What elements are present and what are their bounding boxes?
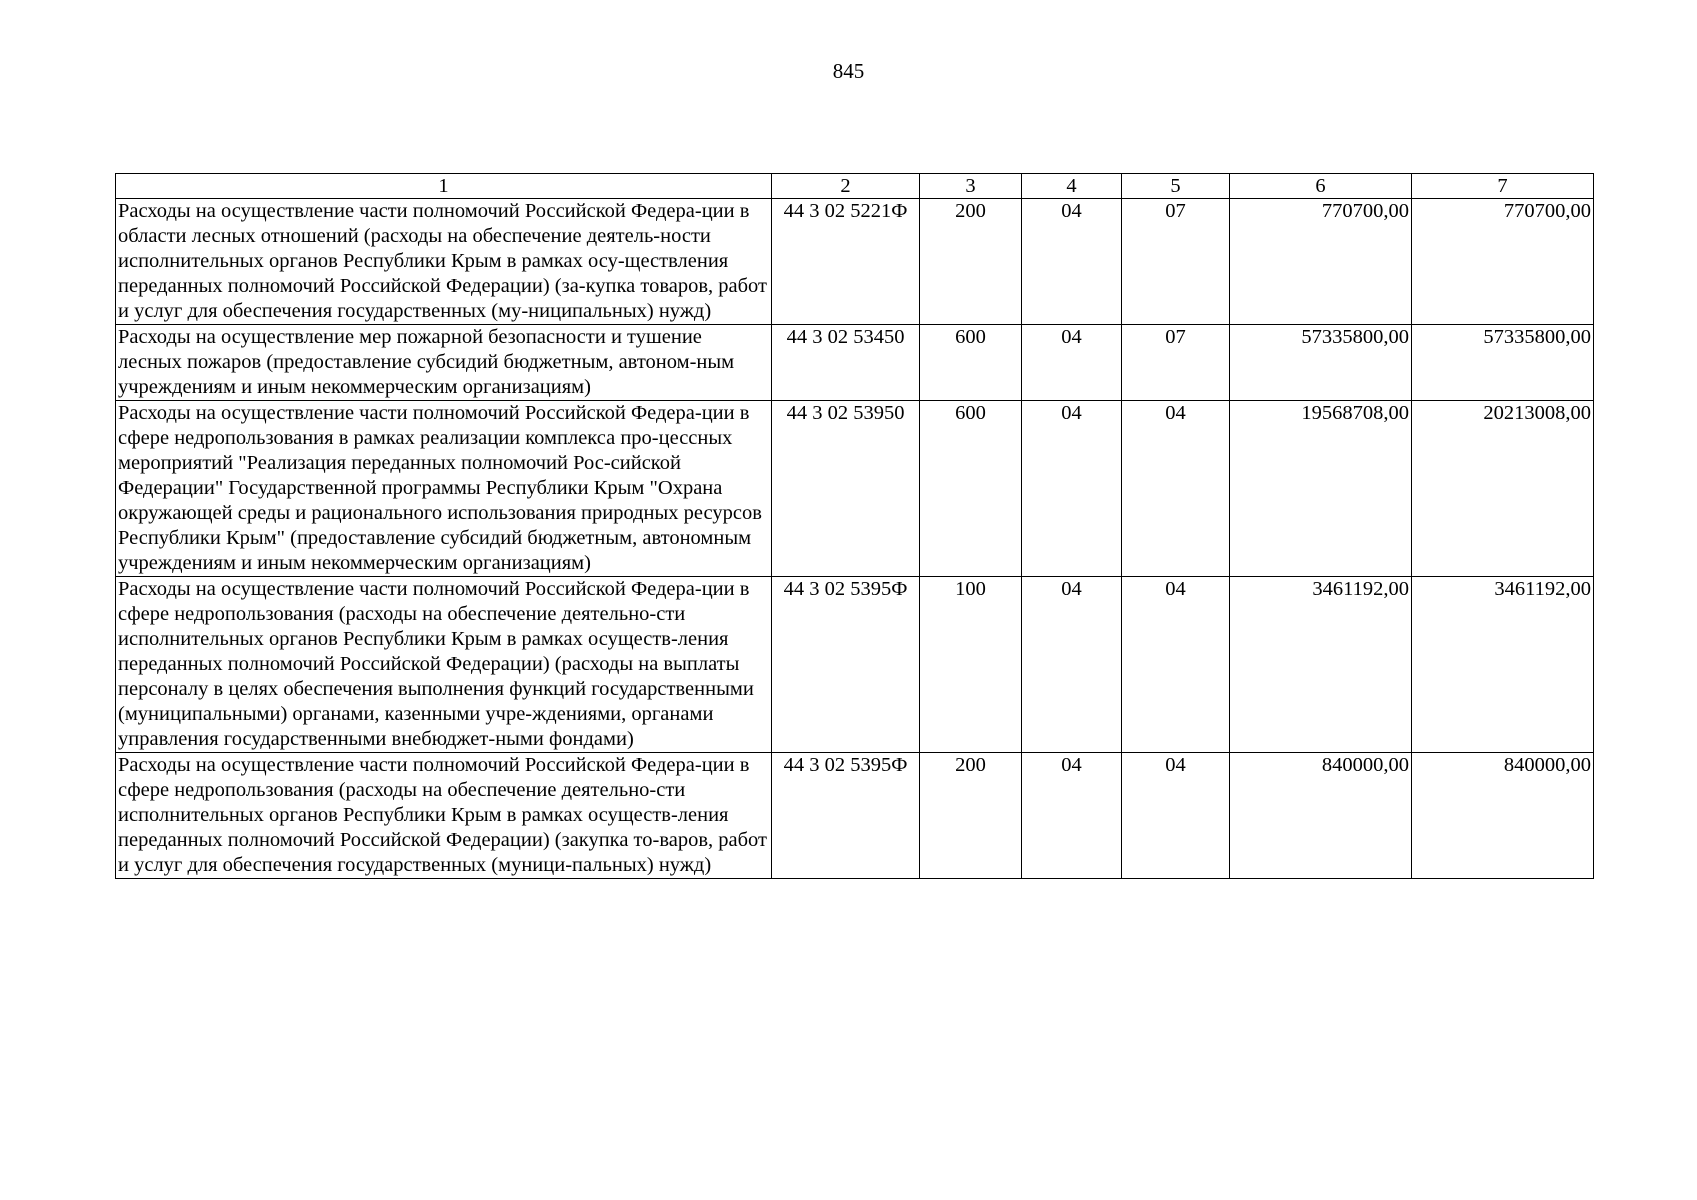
budget-code: 44 3 02 53950 <box>772 401 920 577</box>
header-cell: 6 <box>1230 174 1412 199</box>
header-cell: 5 <box>1122 174 1230 199</box>
header-cell: 7 <box>1412 174 1594 199</box>
subsection-code: 04 <box>1122 577 1230 753</box>
expense-type-code: 200 <box>920 199 1022 325</box>
amount-col7: 57335800,00 <box>1412 325 1594 401</box>
section-code: 04 <box>1022 325 1122 401</box>
table-row <box>116 325 1594 401</box>
header-cell: 4 <box>1022 174 1122 199</box>
page-number: 845 <box>832 59 865 83</box>
budget-code: 44 3 02 53450 <box>772 325 920 401</box>
table-row <box>116 753 1594 879</box>
expense-description: Расходы на осуществление мер пожарной безопасности и тушение лесных пожаров (предоставление субсидий бюджетным, автоном-ным учреждениям и иным некоммерческим организациям) <box>116 325 772 401</box>
subsection-code: 04 <box>1122 401 1230 577</box>
expense-type-code: 200 <box>920 753 1022 879</box>
header-cell: 3 <box>920 174 1022 199</box>
header-cell: 1 <box>116 174 772 199</box>
budget-table <box>115 173 1594 879</box>
amount-col6: 770700,00 <box>1230 199 1412 325</box>
table-row <box>116 199 1594 325</box>
expense-description: Расходы на осуществление части полномочий Российской Федера-ции в сфере недропользования (расходы на обеспечение деятельно-сти исполнительных органов Республики Крым в рамках осуществ-ления переданных полномочий Российской Федерации) (закупка то-варов, работ и услуг для обеспечения государственных (муници-пальных) нужд) <box>116 753 772 879</box>
expense-type-code: 100 <box>920 577 1022 753</box>
amount-col7: 3461192,00 <box>1412 577 1594 753</box>
expense-description: Расходы на осуществление части полномочий Российской Федера-ции в сфере недропользования (расходы на обеспечение деятельно-сти исполнительных органов Республики Крым в рамках осуществ-ления переданных полномочий Российской Федерации) (расходы на выплаты персоналу в целях обеспечения выполнения функций государственными (муниципальными) органами, казенными учре-ждениями, органами управления государственными внебюджет-ными фондами) <box>116 577 772 753</box>
section-code: 04 <box>1022 401 1122 577</box>
header-row <box>116 174 1594 199</box>
amount-col6: 3461192,00 <box>1230 577 1412 753</box>
subsection-code: 07 <box>1122 325 1230 401</box>
table-row <box>116 401 1594 577</box>
amount-col6: 840000,00 <box>1230 753 1412 879</box>
subsection-code: 04 <box>1122 753 1230 879</box>
expense-type-code: 600 <box>920 401 1022 577</box>
table-row <box>116 577 1594 753</box>
expense-description: Расходы на осуществление части полномочий Российской Федера-ции в области лесных отношений (расходы на обеспечение деятель-ности исполнительных органов Республики Крым в рамках осу-ществления переданных полномочий Российской Федерации) (за-купка товаров, работ и услуг для обеспечения государственных (му-ниципальных) нужд) <box>116 199 772 325</box>
expense-type-code: 600 <box>920 325 1022 401</box>
amount-col6: 57335800,00 <box>1230 325 1412 401</box>
amount-col7: 20213008,00 <box>1412 401 1594 577</box>
amount-col6: 19568708,00 <box>1230 401 1412 577</box>
budget-code: 44 3 02 5395Ф <box>772 577 920 753</box>
budget-code: 44 3 02 5395Ф <box>772 753 920 879</box>
section-code: 04 <box>1022 753 1122 879</box>
amount-col7: 770700,00 <box>1412 199 1594 325</box>
expense-description: Расходы на осуществление части полномочий Российской Федера-ции в сфере недропользования в рамках реализации комплекса про-цессных мероприятий "Реализация переданных полномочий Рос-сийской Федерации" Государственной программы Республики Крым "Охрана окружающей среды и рационального использования природных ресурсов Республики Крым" (предоставление субсидий бюджетным, автономным учреждениям и иным некоммерческим организациям) <box>116 401 772 577</box>
amount-col7: 840000,00 <box>1412 753 1594 879</box>
section-code: 04 <box>1022 577 1122 753</box>
header-cell: 2 <box>772 174 920 199</box>
section-code: 04 <box>1022 199 1122 325</box>
subsection-code: 07 <box>1122 199 1230 325</box>
budget-code: 44 3 02 5221Ф <box>772 199 920 325</box>
